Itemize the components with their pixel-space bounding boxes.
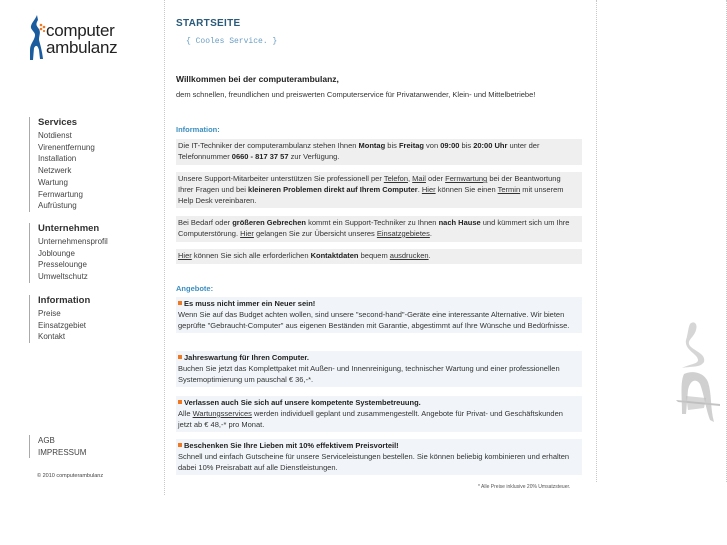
- nav-item-preise[interactable]: Preise: [38, 309, 61, 318]
- nav-item-einsatzgebiet[interactable]: Einsatzgebiet: [38, 320, 87, 330]
- decorative-figure-icon: [676, 318, 722, 428]
- nav-item-virenentfernung[interactable]: Virenentfernung: [38, 142, 95, 152]
- nav-item-presselounge[interactable]: Presselounge: [38, 260, 87, 270]
- nav-item-joblounge[interactable]: Joblounge: [38, 248, 75, 258]
- link-hier-kontakt[interactable]: Hier: [178, 251, 192, 260]
- nav-item-umweltschutz[interactable]: Umweltschutz: [38, 272, 88, 282]
- offer-title: Verlassen auch Sie sich auf unsere kompetente Systembetreuung.: [184, 398, 421, 407]
- nav-item-fernwartung[interactable]: Fernwartung: [38, 189, 83, 199]
- nav-item-aufruestung[interactable]: Aufrüstung: [38, 201, 77, 211]
- link-mail[interactable]: Mail: [412, 174, 426, 183]
- offer-title: Jahreswartung für Ihren Computer.: [184, 353, 310, 362]
- link-termin[interactable]: Termin: [497, 184, 521, 194]
- nav-item-impressum[interactable]: IMPRESSUM: [38, 447, 87, 457]
- nav-item-notdienst[interactable]: Notdienst: [38, 131, 72, 140]
- bullet-icon: [178, 355, 182, 359]
- price-footnote: * Alle Preise inklusive 20% Umsatzsteuer.: [478, 484, 571, 490]
- link-hier-uebersicht[interactable]: Hier: [240, 228, 254, 238]
- link-hier-termin[interactable]: Hier: [421, 184, 436, 194]
- offer-annual-maintenance: Jahreswartung für Ihren Computer. Buchen Sie jetzt das Komplettpaket mit Außen- und Innenreinigung, technischer Wartung und einer professionellen Systemoptimierung um pauschal € 36,-*.: [176, 351, 582, 387]
- nav-services: [29, 117, 95, 212]
- logo-wordmark: computer ambulanz: [46, 21, 118, 57]
- info-box-contact: Hier können Sie sich alle erforderlichen Kontaktdaten bequem ausdrucken.: [176, 249, 582, 264]
- offer-title: Es muss nicht immer ein Neuer sein!: [184, 299, 316, 308]
- welcome-heading: Willkommen bei der computerambulanz,: [176, 74, 339, 84]
- copyright: © 2010 computerambulanz: [37, 473, 104, 479]
- nav-heading-unternehmen[interactable]: Unternehmen: [38, 223, 100, 234]
- page-title: STARTSEITE: [176, 18, 241, 29]
- offer-title: Beschenken Sie Ihre Lieben mit 10% effektivem Preisvorteil!: [184, 441, 399, 450]
- link-einsatzgebiet[interactable]: Einsatzgebietes: [376, 228, 430, 238]
- nav-item-wartung[interactable]: Wartung: [38, 177, 68, 187]
- nav-information: [29, 295, 90, 343]
- link-telefon[interactable]: Telefon: [383, 174, 408, 183]
- link-fernwartung[interactable]: Fernwartung: [445, 174, 488, 183]
- link-wartungsservices[interactable]: Wartungsservices: [192, 408, 252, 418]
- nav-legal: [29, 435, 86, 458]
- nav-unternehmen: [29, 223, 108, 283]
- offer-system-care: Verlassen auch Sie sich auf unsere kompetente Systembetreuung. Alle Wartungsservices werden individuell geplant und zusammengestellt. Angebote für Privat- und Geschäftskunden jetzt ab € 48,-* pro Monat.: [176, 396, 582, 432]
- section-heading-offers: Angebote:: [176, 284, 214, 293]
- phone-number: 0660 - 817 37 57: [231, 151, 289, 161]
- divider-right: [596, 0, 597, 482]
- info-box-home-service: Bei Bedarf oder größeren Gebrechen kommt ein Support-Techniker zu Ihnen nach Hause und kümmert sich um Ihre Computerstörung. Hier gelangen Sie zur Übersicht unseres Einsatzgebietes.: [176, 216, 582, 242]
- nav-item-installation[interactable]: Installation: [38, 154, 77, 164]
- nav-heading-services[interactable]: Services: [38, 117, 78, 128]
- offer-vouchers: Beschenken Sie Ihre Lieben mit 10% effektivem Preisvorteil! Schnell und einfach Gutscheine für unsere Serviceleistungen bestellen. Sie können beliebig kombinieren und erhalten dabei 10% Preisrabatt auf alle Dienstleistungen.: [176, 439, 582, 475]
- bullet-icon: [178, 400, 182, 404]
- link-ausdrucken[interactable]: ausdrucken: [389, 251, 429, 260]
- nav-item-unternehmensprofil[interactable]: Unternehmensprofil: [38, 237, 108, 246]
- logo-figure-icon: [28, 14, 48, 62]
- nav-item-kontakt[interactable]: Kontakt: [38, 332, 66, 342]
- page-motto: { Cooles Service. }: [186, 37, 278, 46]
- divider-left: [164, 0, 165, 495]
- logo[interactable]: [28, 14, 138, 62]
- bullet-icon: [178, 443, 182, 447]
- section-heading-information: Information:: [176, 125, 220, 134]
- welcome-subtitle: dem schnellen, freundlichen und preiswerten Computerservice für Privatanwender, Klein- und Mittelbetriebe!: [176, 90, 536, 99]
- info-box-hours: Die IT-Techniker der computerambulanz stehen Ihnen Montag bis Freitag von 09:00 bis 20:00 Uhr unter der Telefonnummer 0660 - 817 37 57 zur Verfügung.: [176, 139, 582, 165]
- bullet-icon: [178, 301, 182, 305]
- nav-item-agb[interactable]: AGB: [38, 436, 55, 445]
- nav-item-netzwerk[interactable]: Netzwerk: [38, 166, 72, 176]
- offer-secondhand: Es muss nicht immer ein Neuer sein! Wenn Sie auf das Budget achten wollen, sind unsere "second-hand"-Geräte eine interessante Alternative. Wir bieten geprüfte "Gebraucht-Computer" aus eigenen Beständen mit Garantie, abgestimmt auf Ihre Wünsche und Bedürfnisse.: [176, 297, 582, 333]
- nav-heading-information[interactable]: Information: [38, 295, 91, 306]
- info-box-support: Unsere Support-Mitarbeiter unterstützen Sie professionell per Telefon, Mail oder Fernwartung bei der Beantwortung Ihrer Fragen und bei kleineren Problemen direkt auf Ihrem Computer. Hier können Sie einen Termin mit unserem Help Desk vereinbaren.: [176, 172, 582, 208]
